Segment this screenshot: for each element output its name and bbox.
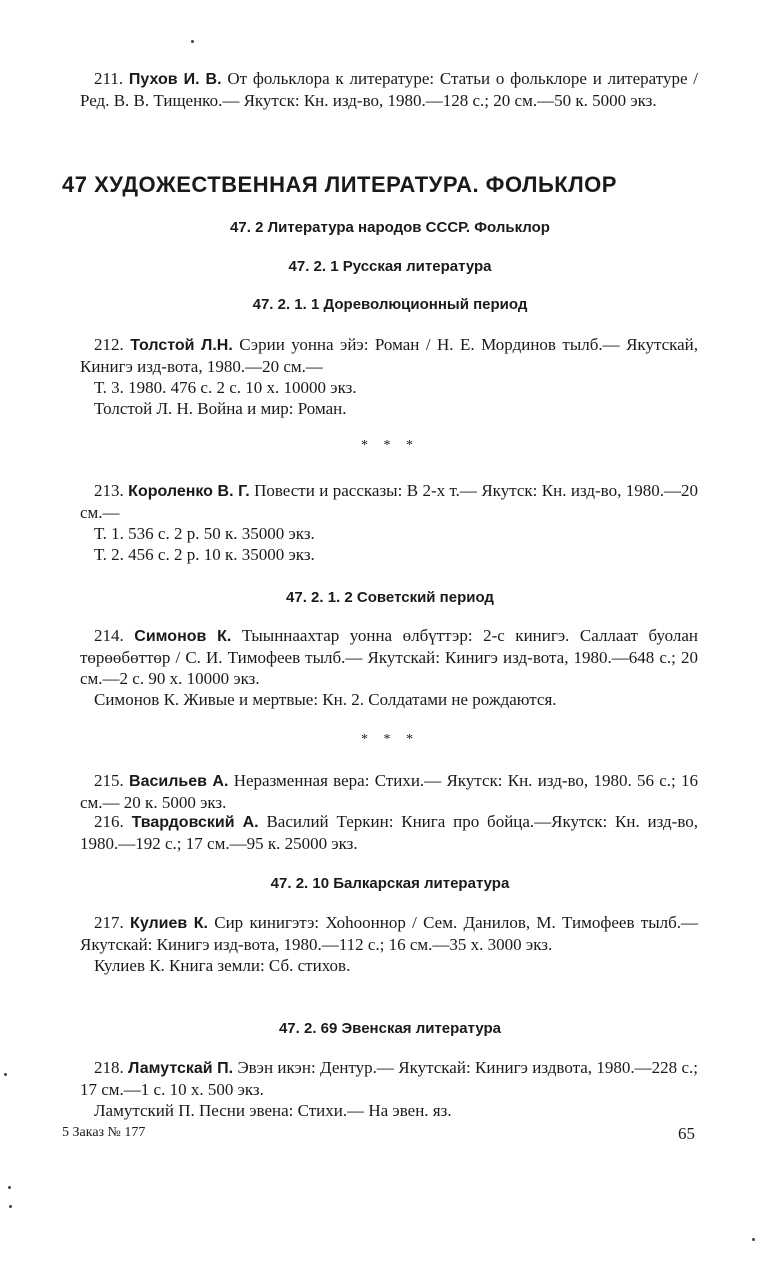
author-name: Пухов И. В. (128, 71, 222, 88)
parallel-title: Симонов К. Живые и мертвые: Кн. 2. Солдатами не рождаются. (94, 690, 557, 709)
separator-stars: * * * (361, 438, 419, 453)
heading-47-2-69: 47. 2. 69 Эвенская литература (278, 1020, 502, 1037)
printing-signature: 5 Заказ № 177 (62, 1125, 146, 1140)
entry-text: Сэрии уонна эйэ: Роман / Н. Е. Мординов тылб.— Якутскай, Кинигэ изд-вота, 1980.—20 см.— (80, 335, 699, 376)
speck (752, 1238, 755, 1241)
entry-213 (80, 480, 698, 565)
entry-text: Повести и рассказы: В 2-х т.— Якутск: Кн. изд-во, 1980.—20 см.— (80, 481, 699, 522)
author-name: Ламутскай П. (128, 1060, 234, 1077)
entry-number: 217. (94, 913, 124, 932)
speck (4, 1073, 7, 1076)
heading-47-2-1-2: 47. 2. 1. 2 Советский период (286, 589, 494, 606)
page-number: 65 (678, 1124, 695, 1143)
parallel-title: Кулиев К. Книга земли: Сб. стихов. (94, 956, 351, 975)
heading-47-2-10: 47. 2. 10 Балкарская литература (270, 875, 510, 892)
heading-47-2: 47. 2 Литература народов СССР. Фольклор (230, 219, 550, 236)
entry-number: 212. (94, 335, 124, 354)
author-name: Васильев А. (129, 773, 229, 790)
entry-number: 215. (94, 771, 124, 790)
author-name: Толстой Л.Н. (130, 337, 233, 354)
author-name: Твардовский А. (131, 814, 259, 831)
entry-text: Тыыннаахтар уонна өлбүттэр: 2-с кинигэ. Саллаат буолан төрөөбөттөр / С. И. Тимофеев тылб.— Якутскай: Кинигэ изд-вота, 1980.—648 с.; 20 см.—2 с. 90 х. 10000 экз. (80, 626, 698, 688)
volume-line: Т. 2. 456 с. 2 р. 10 к. 35000 экз. (94, 545, 315, 564)
author-name: Кулиев К. (130, 915, 208, 932)
section-heading-47: 47 ХУДОЖЕСТВЕННАЯ ЛИТЕРАТУРА. ФОЛЬКЛОР (62, 172, 617, 197)
entry-text: Василий Теркин: Книга про бойца.—Якутск: Кн. изд-во, 1980.—192 с.; 17 см.—95 к. 25000 экз. (80, 812, 699, 853)
entry-number: 218. (94, 1058, 124, 1077)
entry-number: 213. (94, 481, 124, 500)
entry-text: Неразменная вера: Стихи.— Якутск: Кн. изд-во, 1980. 56 с.; 16 см.— 20 к. 5000 экз. (80, 771, 699, 812)
entry-number: 211. (94, 69, 124, 88)
speck (191, 40, 194, 43)
author-name: Короленко В. Г. (128, 483, 250, 500)
speck (9, 1205, 12, 1208)
entry-212 (80, 334, 698, 419)
entry-text: От фольклора к литературе: Статьи о фольклоре и литературе / Ред. В. В. Тищенко.— Якутск: Кн. изд-во, 1980.—128 с.; 20 см.—50 к. 5000 экз. (80, 69, 699, 110)
author-name: Симонов К. (134, 628, 232, 645)
entry-218 (80, 1057, 698, 1121)
entry-number: 214. (94, 626, 124, 645)
parallel-title: Ламутский П. Песни эвена: Стихи.— На эвен. яз. (94, 1101, 452, 1120)
entry-number: 216. (94, 812, 124, 831)
entry-215 (80, 770, 698, 813)
heading-47-2-1: 47. 2. 1 Русская литература (288, 258, 492, 275)
entry-text: Эвэн икэн: Дентур.— Якутскай: Кинигэ издвота, 1980.—228 с.; 17 см.—1 с. 10 х. 500 экз. (80, 1058, 698, 1099)
entry-214 (80, 625, 698, 710)
entry-216 (80, 811, 698, 854)
volume-line: Т. 3. 1980. 476 с. 2 с. 10 х. 10000 экз. (94, 378, 357, 397)
entry-text: Сир кинигэтэ: Хоһооннор / Сем. Данилов, М. Тимофеев тылб.— Якутскай: Кинигэ изд-вота, 1980.—112 с.; 16 см.—35 х. 3000 экз. (80, 913, 699, 954)
parallel-title: Толстой Л. Н. Война и мир: Роман. (94, 399, 347, 418)
separator-stars: * * * (361, 732, 419, 747)
speck (8, 1186, 11, 1189)
entry-211 (80, 68, 698, 111)
heading-47-2-1-1: 47. 2. 1. 1 Дореволюционный период (252, 296, 528, 313)
volume-line: Т. 1. 536 с. 2 р. 50 к. 35000 экз. (94, 524, 315, 543)
entry-217 (80, 912, 698, 976)
